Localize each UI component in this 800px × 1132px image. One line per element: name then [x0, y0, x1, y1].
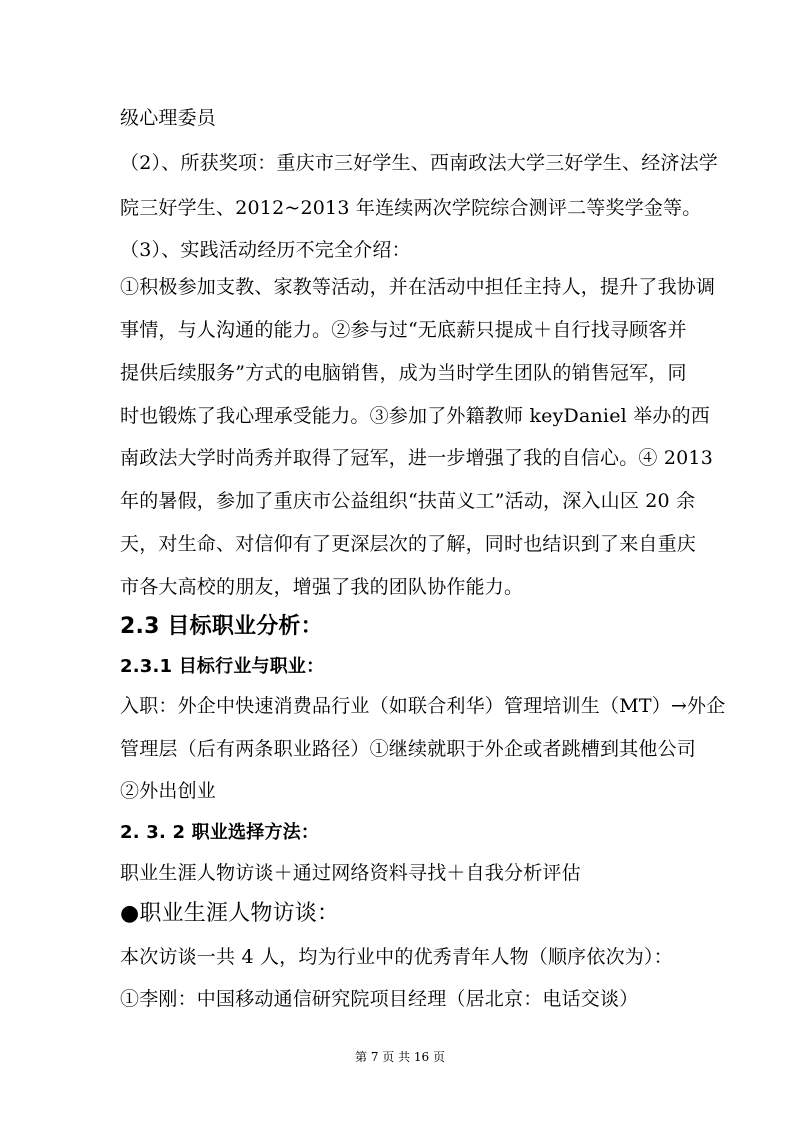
section-heading-2-3: 2.3 目标职业分析：: [120, 614, 323, 639]
body-line: 时也锻炼了我心理承受能力。③参加了外籍教师 keyDaniel 举办的西: [120, 405, 710, 427]
body-line: 管理层（后有两条职业路径）①继续就职于外企或者跳槽到其他公司: [120, 738, 697, 760]
body-line: （2）、所获奖项：重庆市三好学生、西南政法大学三好学生、经济法学: [120, 152, 718, 174]
body-line: ①积极参加支教、家教等活动，并在活动中担任主持人，提升了我协调: [120, 276, 716, 298]
body-line: 天，对生命、对信仰有了更深层次的了解，同时也结识到了来自重庆: [120, 533, 697, 555]
body-line: 年的暑假，参加了重庆市公益组织“扶苗义工”活动，深入山区 20 余: [120, 490, 696, 512]
body-line: ①李刚：中国移动通信研究院项目经理（居北京：电话交谈）: [120, 988, 639, 1010]
body-line: 职业生涯人物访谈＋通过网络资料寻找＋自我分析评估: [120, 862, 581, 884]
subsection-heading-2-3-2: 2. 3. 2 职业选择方法：: [120, 822, 320, 843]
body-line: ②外出创业: [120, 780, 217, 802]
body-line: 院三好学生、2012~2013 年连续两次学院综合测评二等奖学金等。: [120, 197, 702, 219]
body-line: 事情，与人沟通的能力。②参与过“无底薪只提成＋自行找寻顾客并: [120, 319, 687, 341]
interview-heading: ●职业生涯人物访谈：: [120, 901, 340, 926]
body-line: 市各大高校的朋友，增强了我的团队协作能力。: [120, 576, 524, 598]
body-line: （3）、实践活动经历不完全介绍：: [120, 239, 411, 261]
body-line: 本次访谈一共 4 人，均为行业中的优秀青年人物（顺序依次为）：: [120, 946, 673, 968]
subsection-heading-2-3-1: 2.3.1 目标行业与职业：: [120, 656, 325, 677]
page-number-footer: 第 7 页 共 16 页: [355, 1050, 445, 1064]
body-line: 南政法大学时尚秀并取得了冠军，进一步增强了我的自信心。④ 2013: [120, 447, 713, 469]
body-line: 入职：外企中快速消费品行业（如联合利华）管理培训生（MT）→外企: [120, 695, 726, 717]
body-line: 提供后续服务”方式的电脑销售，成为当时学生团队的销售冠军，同: [120, 362, 687, 384]
body-line: 级心理委员: [120, 107, 217, 129]
